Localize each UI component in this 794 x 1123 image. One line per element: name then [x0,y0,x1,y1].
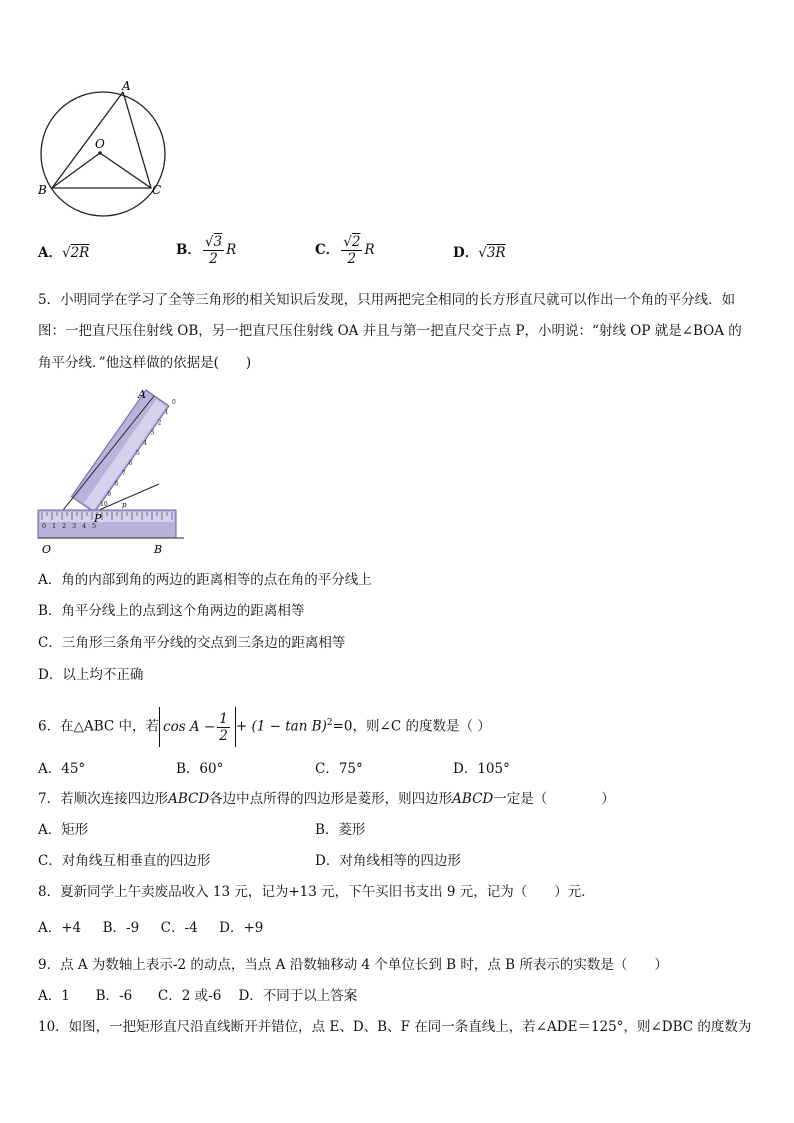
q7-stem: 7．若顺次连接四边形ABCD各边中点所得的四边形是菱形，则四边形ABCD一定是（ ） [38,791,615,807]
q6-option-d[interactable]: D．105° [453,761,510,777]
ruler-label-p-small: p [122,501,127,509]
angled-ruler-tick-label: 4 [143,439,148,447]
q5-line-1: 5．小明同学在学习了全等三角形的相关知识后发现，只用两把完全相同的长方形直尺就可以作出一个角的平分线．如 [38,292,736,308]
ruler-label-b: B [154,543,163,556]
ruler-tick-label: 4 [82,522,87,530]
q8-option-b[interactable]: B．-9 [102,920,140,936]
q7-option-c[interactable]: C．对角线互相垂直的四边形 [38,853,211,869]
q10-stem: 10．如图，一把矩形直尺沿直线断开并错位，点 E、D、B、F 在同一条直线上，若∠ADE＝125°，则∠DBC 的度数为 [38,1019,752,1035]
angled-ruler-tick-label: 0 [172,399,176,406]
q5-option-d[interactable]: D．以上均不正确 [38,667,144,683]
angled-ruler-tick-label: 3 [150,429,155,437]
ruler-tick-label: 3 [72,522,77,530]
ruler-tick-label: 0 [42,522,47,530]
q9-stem: 9．点 A 为数轴上表示-2 的动点，当点 A 沿数轴移动 4 个单位长到 B 时，点 B 所表示的实数是（ ） [38,957,668,973]
q8-option-c[interactable]: C．-4 [160,920,198,936]
q5-option-b[interactable]: B．角平分线上的点到这个角两边的距离相等 [38,603,305,619]
angled-ruler-tick-label: 1 [164,409,169,417]
q6-option-c[interactable]: C．75° [315,761,363,777]
q7-option-a[interactable]: A．矩形 [38,822,89,838]
angled-ruler-tick-label: 8 [114,480,119,488]
q6-abs-expression: cos A − $\frac{1}{2}$ [159,707,236,747]
q8-option-a[interactable]: A．+4 [38,920,82,936]
ruler-tick-label: 1 [52,522,57,530]
q7-option-d[interactable]: D．对角线相等的四边形 [315,853,461,869]
q8-stem: 8．夏新同学上午卖废品收入 13 元，记为+13 元，下午买旧书支出 9 元，记为（ ）元． [38,884,595,900]
angled-ruler-tick-label: 6 [128,460,133,468]
q6-option-b[interactable]: B．60° [176,761,224,777]
angled-ruler-tick-label: 2 [157,419,162,427]
label-c: C [152,183,162,197]
label-o: O [95,137,105,151]
q5-line-3: 角平分线．”他这样做的依据是( ) [38,355,252,371]
q4-option-b[interactable]: B． $\frac{√3}{2}$ R [176,234,237,267]
q9-options [38,986,357,1006]
q6-option-a[interactable]: A．45° [38,761,86,777]
q4-option-d[interactable]: D．√3R [453,245,506,261]
angled-ruler-tick-label: 5 [136,450,140,457]
q8-option-d[interactable]: D．+9 [219,920,264,936]
q5-option-c[interactable]: C．三角形三条角平分线的交点到三条边的距离相等 [38,635,346,651]
ruler-label-p: P [94,512,102,525]
q9-option-b[interactable]: B．-6 [95,988,133,1004]
q9-option-a[interactable]: A．1 [38,988,70,1004]
angled-ruler-tick-label: 9 [107,490,112,498]
angled-ruler-tick-label: 7 [121,470,126,478]
ruler-tick-label: 5 [92,522,97,530]
q4-option-c[interactable]: C． $\frac{√2}{2}$ R [315,234,375,267]
q9-option-c[interactable]: C．2 或-6 [157,988,222,1004]
angled-ruler-tick-label: 10 [100,501,108,508]
q5-line-2: 图：一把直尺压住射线 OB，另一把直尺压住射线 OA 并且与第一把直尺交于点 P，小明说：“射线 OP 就是∠BOA 的 [38,323,742,339]
q7-option-b[interactable]: B．菱形 [315,822,366,838]
ruler-label-o: O [42,543,52,556]
ruler-tick-label: 2 [62,522,67,530]
q4-option-a[interactable]: A．√2R [38,245,90,261]
q9-option-d[interactable]: D．不同于以上答案 [238,988,358,1004]
label-a: A [122,79,131,93]
q4-option-a-value: 2R [70,245,90,261]
ruler-figure [34,384,194,560]
ruler-label-a: A [138,388,146,401]
q4-option-d-value: 3R [486,245,506,261]
circle-figure [30,78,180,228]
q5-option-a[interactable]: A．角的内部到角的两边的距离相等的点在角的平分线上 [38,572,372,588]
label-b: B [38,183,47,197]
q6-stem: 6．在△ABC 中，若 cos A − $\frac{1}{2}$ + $(1 - \tan B)^2=0$，则∠C 的度数是（ ） [38,703,491,747]
q8-options [38,918,263,938]
